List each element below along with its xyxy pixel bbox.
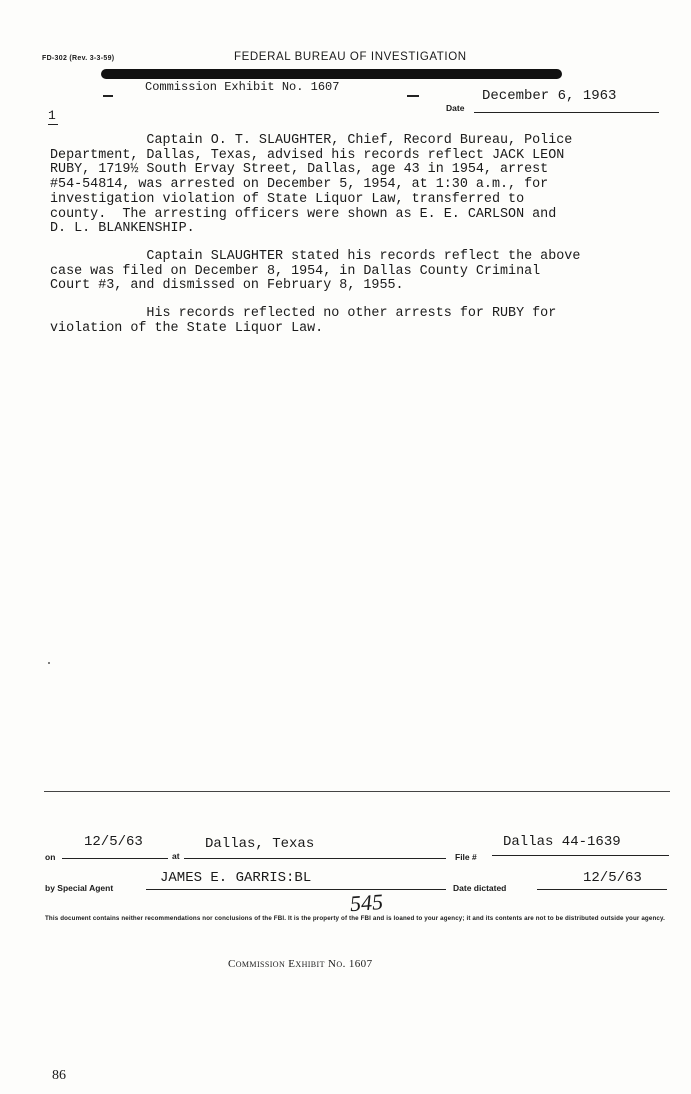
paragraph-1: Captain O. T. SLAUGHTER, Chief, Record Bureau, Police Department, Dallas, Texas, advised his records reflect JACK LEON RUBY, 1719½ South Ervay Street, Dallas, age 43 in 1954, arrest #54-54814, was arrested on December 5, 1954, at 1:30 a.m., for investigation violation of State Liquor Law, transferred to county. The arresting officers were shown as E. E. CARLSON and D. L. BLANKENSHIP. <box>50 133 573 237</box>
exhibit-label-top: Commission Exhibit No. 1607 <box>145 80 340 94</box>
exhibit-label-bottom: Commission Exhibit No. 1607 <box>228 958 373 970</box>
paragraph-2: Captain SLAUGHTER stated his records reflect the above case was filed on December 8, 1954, in Dallas County Criminal Court #3, and dismissed on February 8, 1955. <box>50 248 581 294</box>
interview-date: 12/5/63 <box>84 834 143 850</box>
dictated-line <box>537 889 667 890</box>
date-label: Date <box>446 103 465 113</box>
date-value: December 6, 1963 <box>482 88 617 104</box>
exhibit-dash-left <box>103 95 113 97</box>
report-body <box>50 134 650 349</box>
at-label: at <box>172 851 180 861</box>
exhibit-dash-right <box>407 95 419 97</box>
header-bar <box>101 69 562 79</box>
page-number: 86 <box>52 1068 66 1083</box>
on-line <box>62 858 168 859</box>
interview-location: Dallas, Texas <box>205 836 315 852</box>
stray-mark <box>48 662 50 664</box>
date-dictated: 12/5/63 <box>583 870 642 886</box>
page-mark-underline <box>48 124 58 125</box>
agent-label: by Special Agent <box>45 883 114 893</box>
paragraph-3: His records reflected no other arrests for RUBY for violation of the State Liquor Law. <box>50 306 557 336</box>
handwritten-number: 545 <box>349 888 384 917</box>
file-line <box>492 855 669 856</box>
footer-rule <box>44 791 670 792</box>
file-number: Dallas 44-1639 <box>503 834 621 850</box>
agent-line <box>146 889 446 890</box>
date-line <box>474 112 659 113</box>
on-label: on <box>45 852 56 862</box>
special-agent: JAMES E. GARRIS:BL <box>160 870 312 886</box>
agency-title: FEDERAL BUREAU OF INVESTIGATION <box>234 51 467 63</box>
dictated-label: Date dictated <box>453 883 507 893</box>
page-mark: 1 <box>48 108 56 123</box>
form-number: FD-302 (Rev. 3-3-59) <box>42 55 115 62</box>
at-line <box>184 858 446 859</box>
disclaimer: This document contains neither recommendations nor conclusions of the FBI. It is the property of the FBI and is loaned to your agency; it and its contents are not to be distributed outside your agency. <box>45 915 665 922</box>
file-label: File # <box>455 852 477 862</box>
